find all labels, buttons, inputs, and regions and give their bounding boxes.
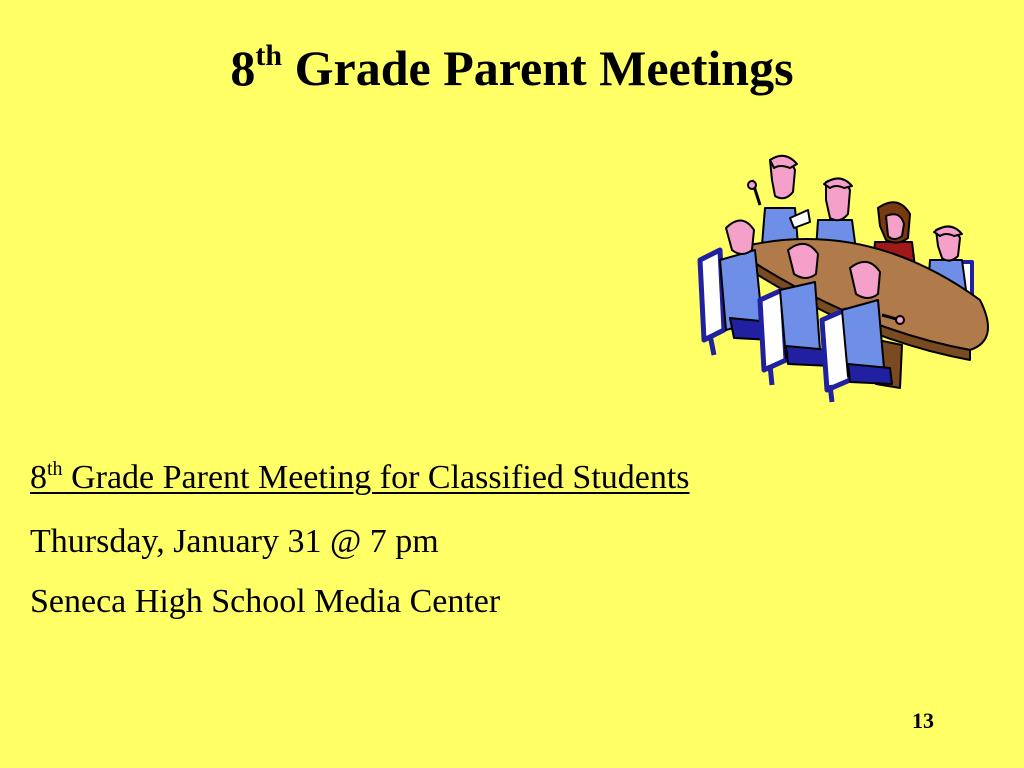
meeting-heading	[30, 458, 690, 502]
meeting-location: Seneca High School Media Center	[30, 583, 501, 620]
heading-text: Grade Parent Meeting for Classified Students	[62, 459, 690, 496]
heading-number: 8	[30, 459, 47, 496]
meeting-table-icon	[690, 150, 995, 405]
meeting-details	[30, 458, 690, 642]
standing-person-icon	[748, 156, 810, 245]
meeting-date: Thursday, January 31 @ 7 pm	[30, 523, 439, 560]
title-text: Grade Parent Meetings	[282, 40, 794, 96]
slide-title	[0, 38, 1024, 106]
slide-number: 13	[912, 708, 934, 733]
title-number: 8	[230, 40, 256, 96]
heading-ordinal-suffix: th	[47, 458, 63, 480]
title-ordinal-suffix: th	[255, 39, 283, 72]
